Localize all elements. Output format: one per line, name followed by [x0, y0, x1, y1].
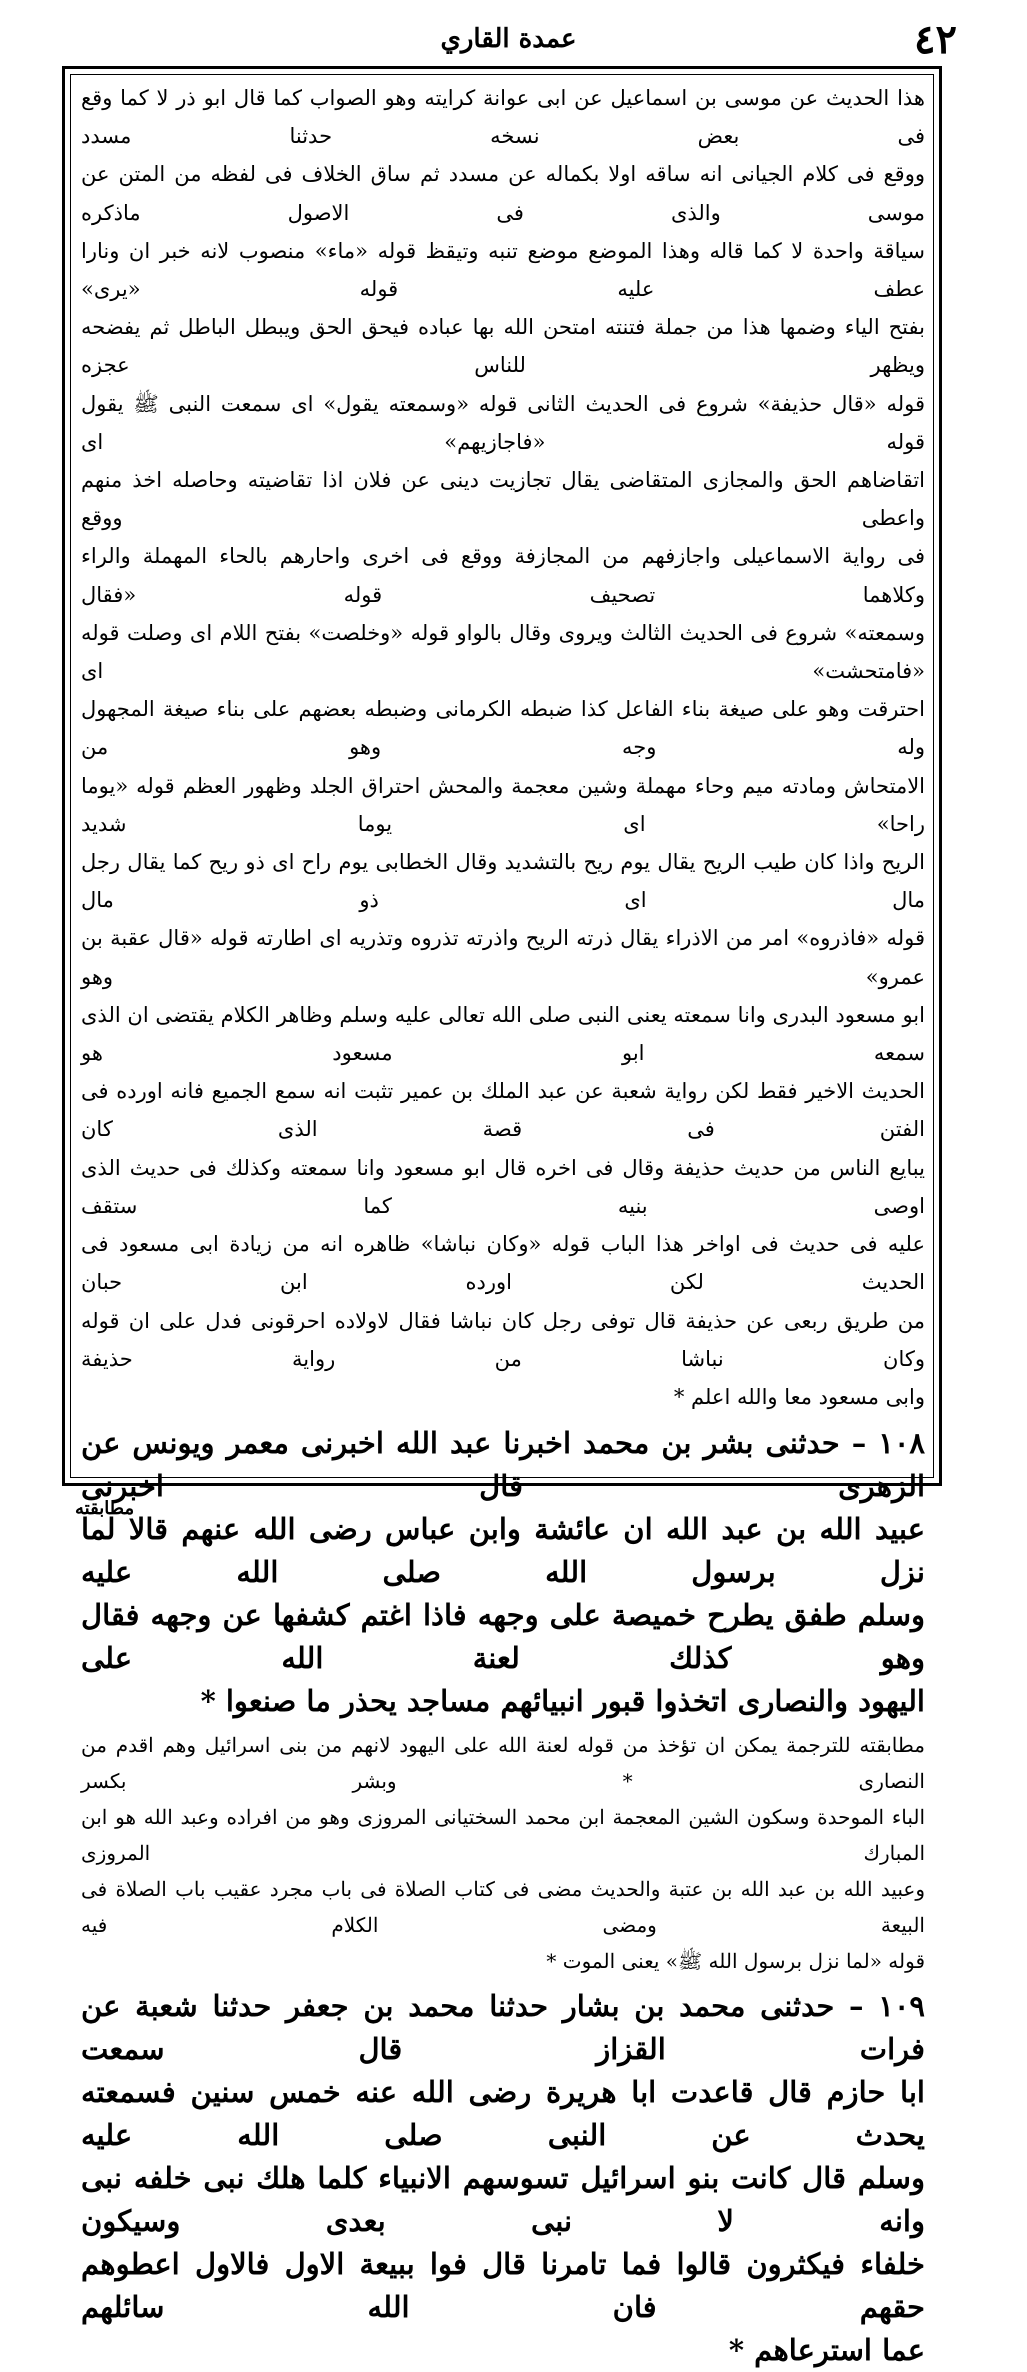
text-line: سياقة واحدة لا كما قاله وهذا الموضع موضع تنبه وتيقظ قوله «ماء» منصوب لانه خبر ان ونارا عطف عليه قوله «يرى»	[81, 238, 925, 302]
hadith-108	[81, 1422, 925, 1723]
text-line: احترقت وهو على صيغة بناء الفاعل كذا ضبطه الكرمانى وضبطه بعضهم على بناء صيغة المجهول وله وجه وهو من	[81, 697, 925, 760]
hadith-109	[81, 1985, 925, 2372]
text-line: ووقع فى كلام الجيانى انه ساقه اولا بكماله عن مسدد ثم ساق الخلاف فى لفظه من المتن عن موسى والذى فى الاصول ماذكره	[81, 162, 925, 225]
page-content	[81, 79, 925, 2372]
page-header	[60, 16, 957, 63]
hadith-line: اليهود والنصارى اتخذوا قبور انبيائهم مساجد يحذر ما صنعوا *	[200, 1684, 925, 1719]
text-line: مطابقته للترجمة يمكن ان تؤخذ من قوله لعنة الله على اليهود لانهم من بنى اسرائيل وهم اقدم من النصارى * وبشر بكسر	[81, 1733, 926, 1794]
text-line: الريح واذا كان طيب الريح يقال يوم ريح بالتشديد وقال الخطابى يوم راح اى ذو ريح كما يقال رجل مال اى ذو مال	[81, 850, 925, 913]
text-line: قوله «لما نزل برسول الله ﷺ» يعنى الموت *	[546, 1949, 925, 1974]
text-line: من طريق ربعى عن حذيفة قال توفى رجل كان نباشا فقال لاولاده احرقونى فدل على ان قوله وكان نباشا من رواية حذيفة	[81, 1308, 925, 1371]
text-line: ابو مسعود البدرى وانا سمعته يعنى النبى صلى الله تعالى عليه وسلم وظاهر الكلام يقتضى ان الذى سمعه ابو مسعود هو	[81, 1002, 925, 1066]
text-line: وسمعته» شروع فى الحديث الثالث ويروى وقال بالواو قوله «وخلصت» بفتح اللام اى وصلت قوله «فامتحشت» اى	[81, 620, 925, 684]
hadith-line: عما استرعاهم *	[728, 2333, 925, 2368]
hadith-line: ١٠٨ – حدثنى بشر بن محمد اخبرنا عبد الله اخبرنى معمر ويونس عن الزهرى قال اخبرنى	[81, 1426, 925, 1504]
catchword: مطابقته	[75, 1498, 135, 1519]
text-line: الباء الموحدة وسكون الشين المعجمة ابن محمد السختيانى المروزى وهو من افراده وعبد الله هو ابن المبارك المروزى	[81, 1805, 925, 1866]
text-line: فى رواية الاسماعيلى واجازفهم من المجازفة ووقع فى اخرى واحارهم بالحاء المهملة والراء وكلاهما تصحيف قوله «فقال	[81, 544, 925, 607]
text-line: بفتح الياء وضمها هذا من جملة فتنته امتحن الله بها عباده فيحق الحق ويبطل الباطل ثم يفضحه ويظهر للناس عجزه	[81, 315, 925, 378]
text-line: وعبيد الله بن عبد الله بن عتبة والحديث مضى فى كتاب الصلاة فى باب مجرد عقيب باب الصلاة فى البيعة ومضى الكلام فيه	[81, 1877, 925, 1938]
text-line: هذا الحديث عن موسى بن اسماعيل عن ابى عوانة كرايته وهو الصواب كما قال ابو ذر لا كما وقع فى بعض نسخه حدثنا مسدد	[81, 86, 925, 149]
text-line: اتقاضاهم الحق والمجازى المتقاضى يقال تجازيت دينى عن فلان اذا تقاضيته وحاصله اخذ منهم واعطى ووقع	[81, 468, 925, 531]
text-line: يبايع الناس من حديث حذيفة وقال فى اخره قال ابو مسعود وانا سمعته وكذلك فى حديث الذى اوصى بنيه كما ستقف	[81, 1155, 925, 1218]
commentary-block-2	[81, 1727, 925, 1979]
text-line: وابى مسعود معا والله اعلم *	[673, 1384, 925, 1409]
hadith-line: عبيد الله بن عبد الله ان عائشة وابن عباس رضى الله عنهم قالا لما نزل برسول الله صلى الله عليه	[81, 1512, 925, 1590]
hadith-line: وسلم طفق يطرح خميصة على وجهه فاذا اغتم كشفها عن وجهه فقال وهو كذلك لعنة الله على	[81, 1598, 925, 1676]
text-line: قوله «فاذروه» امر من الاذراء يقال ذرته الريح واذرته تذروه وتذريه اى اطارته قوله «قال عقبة بن عمرو» وهو	[81, 926, 925, 989]
commentary-block-1	[81, 79, 925, 1416]
page-number: ٤٢	[914, 16, 957, 63]
text-line: الامتحاش ومادته ميم وحاء مهملة وشين معجمة والمحش احتراق الجلد وظهور العظم قوله «يوما راحا» اى يوما شديد	[81, 773, 925, 836]
page-frame	[62, 66, 942, 2368]
hadith-line: خلفاء فيكثرون قالوا فما تامرنا قال فوا ببيعة الاول فالاول اعطوهم حقهم فان الله سائلهم	[81, 2247, 925, 2325]
text-line: عليه فى حديث فى اواخر هذا الباب قوله «وكان نباشا» ظاهره انه من زيادة ابى مسعود فى الحديث لكن اورده ابن حبان	[81, 1232, 925, 1295]
hadith-line: ابا حازم قال قاعدت ابا هريرة رضى الله عنه خمس سنين فسمعته يحدث عن النبى صلى الله عليه	[81, 2075, 925, 2153]
running-title: عمدة القاري	[440, 24, 577, 54]
hadith-line: وسلم قال كانت بنو اسرائيل تسوسهم الانبياء كلما هلك نبى خلفه نبى وانه لا نبى بعدى وسيكون	[81, 2161, 925, 2239]
hadith-line: ١٠٩ – حدثنى محمد بن بشار حدثنا محمد بن جعفر حدثنا شعبة عن فرات القزاز قال سمعت	[81, 1989, 925, 2067]
text-line: الحديث الاخير فقط لكن رواية شعبة عن عبد الملك بن عمير تثبت انه سمع الجميع فانه اورده فى الفتن فى قصة الذى كان	[81, 1079, 925, 1142]
text-line: قوله «قال حذيفة» شروع فى الحديث الثانى قوله «وسمعته يقول» اى سمعت النبى ﷺ يقول قوله «فاجازيهم» اى	[81, 391, 925, 454]
